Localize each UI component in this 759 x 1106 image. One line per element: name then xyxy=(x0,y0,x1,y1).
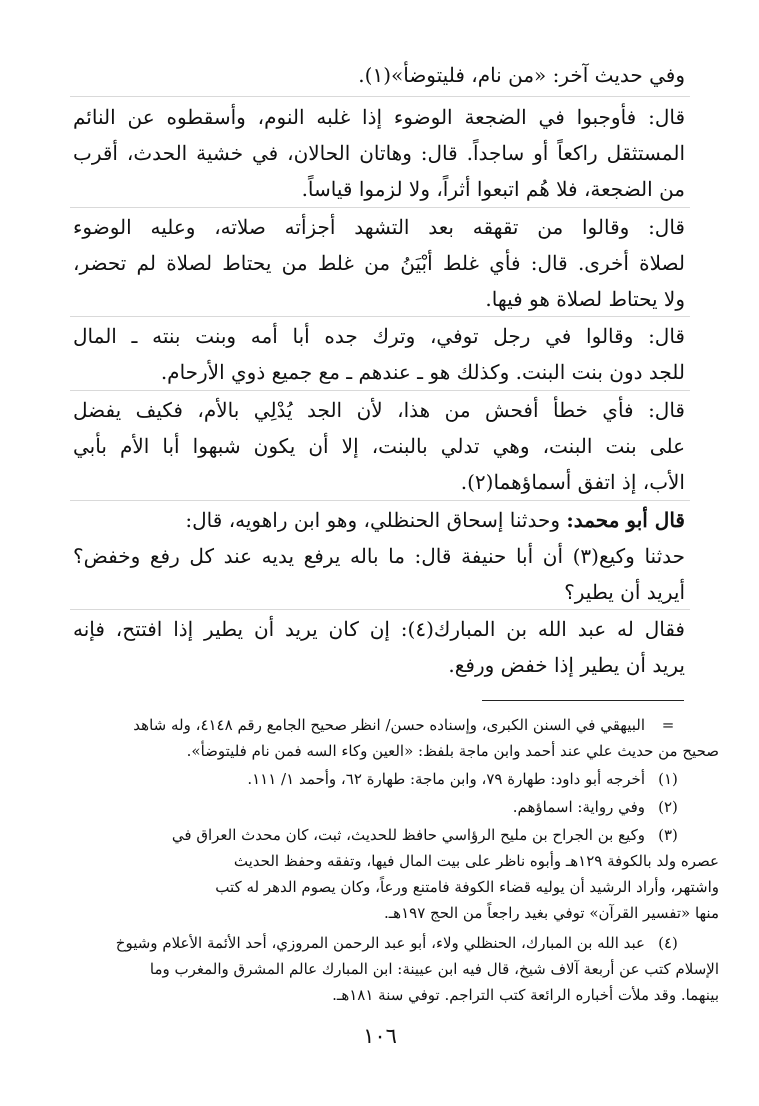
footnote xyxy=(73,930,685,956)
paragraph-separator xyxy=(70,390,690,391)
body-line: ولا يحتاط لصلاة هو فيها. xyxy=(485,287,685,311)
body-line: المستثقل راكعاً أو ساجداً. قال: وهاتان الحالان، في خشية الحدث، أقرب xyxy=(73,141,685,165)
body-line: قال: فأي خطأ أفحش من هذا، لأن الجد يُدْلِي بالأم، فكيف يفضل xyxy=(73,398,685,422)
body-line: فقال له عبد الله بن المبارك(٤): إن كان يريد أن يطير إذا افتتح، فإنه xyxy=(73,617,685,641)
body-line: وفي حديث آخر: «من نام، فليتوضأ»(١). xyxy=(358,63,685,87)
footnote-text: منها «تفسير القرآن» توفي بغيد راجعاً من الحج ١٩٧هـ. xyxy=(384,904,719,922)
footnote xyxy=(73,822,685,848)
paragraph-separator xyxy=(70,316,690,317)
speaker-label: قال أبو محمد: xyxy=(566,508,685,532)
footnote-text: وفي رواية: اسماؤهم. xyxy=(512,798,645,816)
body-line: لصلاة أخرى. قال: فأي غلط أبْيَنُ من غلط من يحتاط لصلاة لم تحضر، xyxy=(73,251,685,275)
footnote-text: البيهقي في السنن الكبرى، وإسناده حسن/ انظر صحيح الجامع رقم ٤١٤٨، وله شاهد xyxy=(133,716,645,734)
footnote-text: أخرجه أبو داود: طهارة ٧٩، وابن ماجة: طهارة ٦٢، وأحمد ١/ ١١١. xyxy=(247,770,645,788)
paragraph-separator xyxy=(70,609,690,610)
footnote-text: بينهما. وقد ملأت أخباره الرائعة كتب التراجم. توفي سنة ١٨١هـ. xyxy=(332,986,719,1004)
body-line: حدثنا وكيع(٣) أن أبا حنيفة قال: ما باله يرفع يديه عند كل رفع وخفض؟ xyxy=(73,544,685,568)
footnote-mark: (٢) xyxy=(658,798,678,816)
footnote-mark: (٣) xyxy=(658,826,678,844)
body-line: قال: وقالوا من تقهقه بعد التشهد أجزأته صلاته، وعليه الوضوء xyxy=(73,215,685,239)
paragraph-separator xyxy=(70,96,690,97)
body-line: يريد أن يطير إذا خفض ورفع. xyxy=(448,653,685,677)
footnote xyxy=(73,766,685,792)
body-line: قال: وقالوا في رجل توفي، وترك جده أبا أمه وبنت بنته ـ المال xyxy=(73,324,685,348)
body-line: أيريد أن يطير؟ xyxy=(564,580,685,604)
body-line: على بنت البنت، وهي تدلي بالبنت، إلا أن يكون شبهوا أبا الأم بأبي xyxy=(73,434,685,458)
body-line-rest: وحدثنا إسحاق الحنظلي، وهو ابن راهويه، قال: xyxy=(185,508,567,532)
page-number: ١٠٦ xyxy=(363,1024,397,1048)
body-line: قال: فأوجبوا في الضجعة الوضوء إذا غلبه النوم، وأسقطوه عن النائم xyxy=(73,105,685,129)
body-line: الأب، إذ اتفق أسماؤهما(٢). xyxy=(460,470,685,494)
paragraph-separator xyxy=(70,207,690,208)
footnote-text: واشتهر، وأراد الرشيد أن يوليه قضاء الكوفة فامتنع ورعاً، وكان يصوم الدهر له كتب xyxy=(215,878,719,896)
body-line: من الضجعة، فلا هُم اتبعوا أثراً، ولا لزموا قياساً. xyxy=(301,177,685,201)
footnote xyxy=(73,712,685,738)
body-line xyxy=(73,503,685,537)
footnote-mark: = xyxy=(661,716,675,734)
footnote-mark: (١) xyxy=(658,770,678,788)
footnote-text: عبد الله بن المبارك، الحنظلي ولاء، أبو عبد الرحمن المروزي، أحد الأئمة الأعلام وشيوخ xyxy=(115,934,645,952)
footnote-mark: (٤) xyxy=(658,934,678,952)
footnote-text: الإسلام كتب عن أربعة آلاف شيخ، قال فيه ابن عيينة: ابن المبارك عالم المشرق والمغرب وما xyxy=(149,960,719,978)
body-line: للجد دون بنت البنت. وكذلك هو ـ عندهم ـ مع جميع ذوي الأرحام. xyxy=(160,360,685,384)
footnote-text: عصره ولد بالكوفة ١٢٩هـ وأبوه ناظر على بيت المال فيها، وتفقه وحفظ الحديث xyxy=(233,852,719,870)
footnote-rule xyxy=(482,700,684,701)
footnote-text: صحيح من حديث علي عند أحمد وابن ماجة بلفظ: «العين وكاء السه فمن نام فليتوضأ». xyxy=(186,742,719,760)
paragraph-separator xyxy=(70,500,690,501)
footnote-text: وكيع بن الجراح بن مليح الرؤاسي حافظ للحديث، ثبت، كان محدث العراق في xyxy=(171,826,645,844)
footnote xyxy=(73,794,685,820)
